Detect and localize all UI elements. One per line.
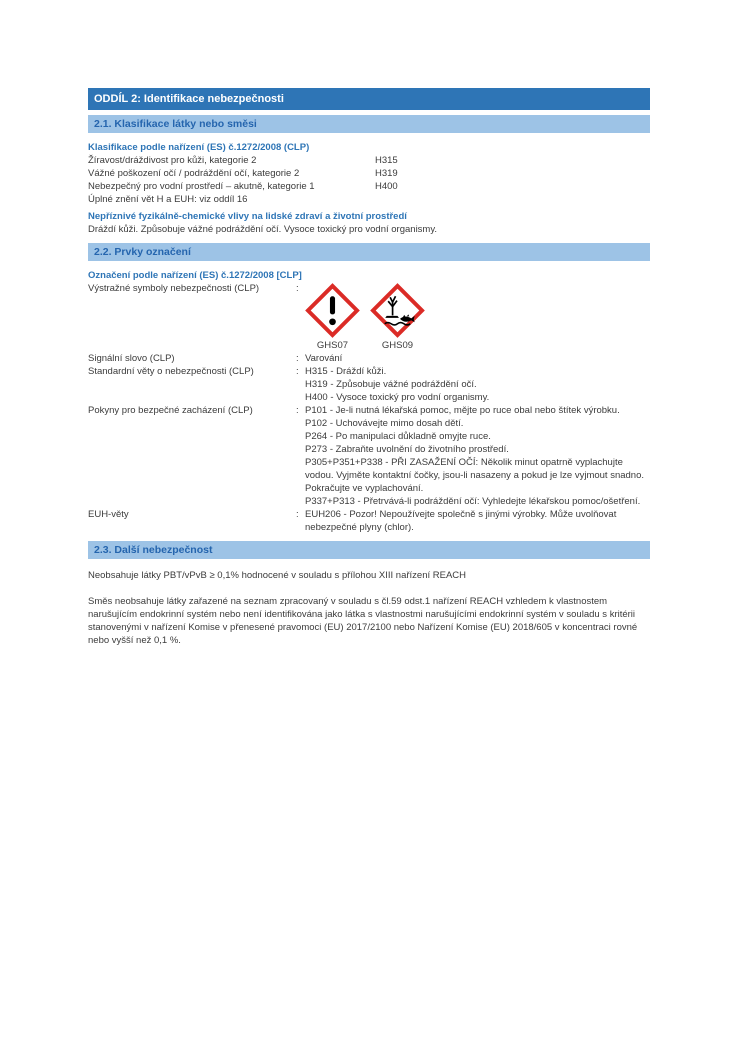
precautionary-statement: P102 - Uchovávejte mimo dosah dětí. bbox=[305, 418, 464, 429]
euh-statements-values bbox=[305, 508, 650, 534]
precautionary-statements-row bbox=[88, 404, 650, 508]
environment-hazard-icon bbox=[370, 283, 425, 338]
precautionary-statement: P273 - Zabraňte uvolnění do životního prostředí. bbox=[305, 444, 509, 455]
full-text-note: Úplné znění vět H a EUH: viz oddíl 16 bbox=[88, 194, 248, 205]
subsection-2-1-title: 2.1. Klasifikace látky nebo směsi bbox=[94, 118, 257, 130]
colon-separator: : bbox=[296, 509, 299, 520]
precautionary-statement: P305+P351+P338 - PŘI ZASAŽENÍ OČÍ: Několik minut opatrně vyplachujte vodou. Vyjměte kontaktní čočky, jsou-li nasazeny a pokud je lze vyjmout snadno. Pokračujte ve vyplachování. bbox=[305, 457, 645, 494]
signal-word-row bbox=[88, 352, 650, 365]
hazard-code: H315 bbox=[375, 155, 398, 166]
precautionary-statement: P337+P313 - Přetrvává-li podráždění očí: Vyhledejte lékařskou pomoc/ošetření. bbox=[305, 496, 641, 507]
euh-statements-label: EUH-věty bbox=[88, 509, 129, 520]
section-title: ODDÍL 2: Identifikace nebezpečnosti bbox=[94, 93, 284, 105]
hazard-code: H400 bbox=[375, 181, 398, 192]
pictograms-label: Výstražné symboly nebezpečnosti (CLP) bbox=[88, 283, 260, 294]
signal-word-value: Varování bbox=[305, 353, 343, 364]
hazard-statements-label: Standardní věty o nebezpečnosti (CLP) bbox=[88, 366, 254, 377]
euh-statement: EUH206 - Pozor! Nepoužívejte společně s jinými výrobky. Může uvolňovat nebezpečné plyny (chlor). bbox=[305, 509, 617, 533]
adverse-effects-text: Dráždí kůži. Způsobuje vážné podráždění očí. Vysoce toxický pro vodní organismy. bbox=[88, 224, 438, 235]
ghs07-pictogram bbox=[305, 283, 360, 352]
pictogram-code: GHS07 bbox=[316, 340, 349, 351]
classification-row bbox=[88, 154, 650, 167]
pbt-statement: Neobsahuje látky PBT/vPvB ≥ 0,1% hodnocené v souladu s přílohou XIII nařízení REACH bbox=[88, 570, 467, 581]
classification-heading: Klasifikace podle nařízení (ES) č.1272/2008 (CLP) bbox=[88, 142, 310, 153]
hazard-statements-values bbox=[305, 365, 650, 404]
pictograms-row bbox=[88, 282, 650, 352]
subsection-2-2-bar bbox=[88, 243, 650, 261]
precautionary-statement: P264 - Po manipulaci důkladně omyjte ruce. bbox=[305, 431, 491, 442]
labelling-heading: Označení podle nařízení (ES) č.1272/2008 [CLP] bbox=[88, 270, 302, 281]
pictogram-code: GHS09 bbox=[381, 340, 414, 351]
colon-separator: : bbox=[296, 283, 299, 294]
colon-separator: : bbox=[296, 405, 299, 416]
exclamation-mark-icon bbox=[305, 283, 360, 338]
subsection-2-3-title: 2.3. Další nebezpečnost bbox=[94, 544, 213, 556]
hazard-class-label: Vážné poškození očí / podráždění očí, kategorie 2 bbox=[88, 168, 300, 179]
hazard-code: H319 bbox=[375, 168, 398, 179]
precautionary-statements-label: Pokyny pro bezpečné zacházení (CLP) bbox=[88, 405, 253, 416]
endocrine-disruptor-statement: Směs neobsahuje látky zařazené na seznam zpracovaný v souladu s čl.59 odst.1 nařízení REACH vzhledem k vlastnostem narušujícím endokrinní systém nebo není identifikována jako látka s vlastnostmi narušujícími endokrinní systém v souladu s kritérii stanovenými v nařízení Komise v přenesené pravomoci (EU) 2017/2100 nebo Nařízení Komise (EU) 2018/605 v koncentraci rovné nebo vyšší než 0,1 %. bbox=[88, 596, 638, 646]
hazard-statements-row bbox=[88, 365, 650, 404]
hazard-statement: H400 - Vysoce toxický pro vodní organismy. bbox=[305, 392, 490, 403]
euh-statements-row bbox=[88, 508, 650, 534]
hazard-class-label: Žíravost/dráždivost pro kůži, kategorie 2 bbox=[88, 155, 257, 166]
precautionary-statement: P101 - Je-li nutná lékařská pomoc, mějte po ruce obal nebo štítek výrobku. bbox=[305, 405, 620, 416]
subsection-2-1-bar bbox=[88, 115, 650, 133]
classification-row bbox=[88, 167, 650, 180]
hazard-statement: H315 - Dráždí kůži. bbox=[305, 366, 387, 377]
classification-row bbox=[88, 180, 650, 193]
subsection-2-3-bar bbox=[88, 541, 650, 559]
colon-separator: : bbox=[296, 366, 299, 377]
hazard-class-label: Nebezpečný pro vodní prostředí – akutně, kategorie 1 bbox=[88, 181, 315, 192]
pictograms-container bbox=[305, 282, 650, 352]
adverse-effects-heading: Nepříznivé fyzikálně-chemické vlivy na lidské zdraví a životní prostředí bbox=[88, 211, 407, 222]
section-2-content bbox=[88, 88, 650, 647]
subsection-2-2-title: 2.2. Prvky označení bbox=[94, 246, 191, 258]
signal-word-label: Signální slovo (CLP) bbox=[88, 353, 175, 364]
ghs09-pictogram bbox=[370, 283, 425, 352]
hazard-statement: H319 - Způsobuje vážné podráždění očí. bbox=[305, 379, 477, 390]
colon-separator: : bbox=[296, 353, 299, 364]
section-header-bar bbox=[88, 88, 650, 110]
precautionary-statements-values bbox=[305, 404, 650, 508]
